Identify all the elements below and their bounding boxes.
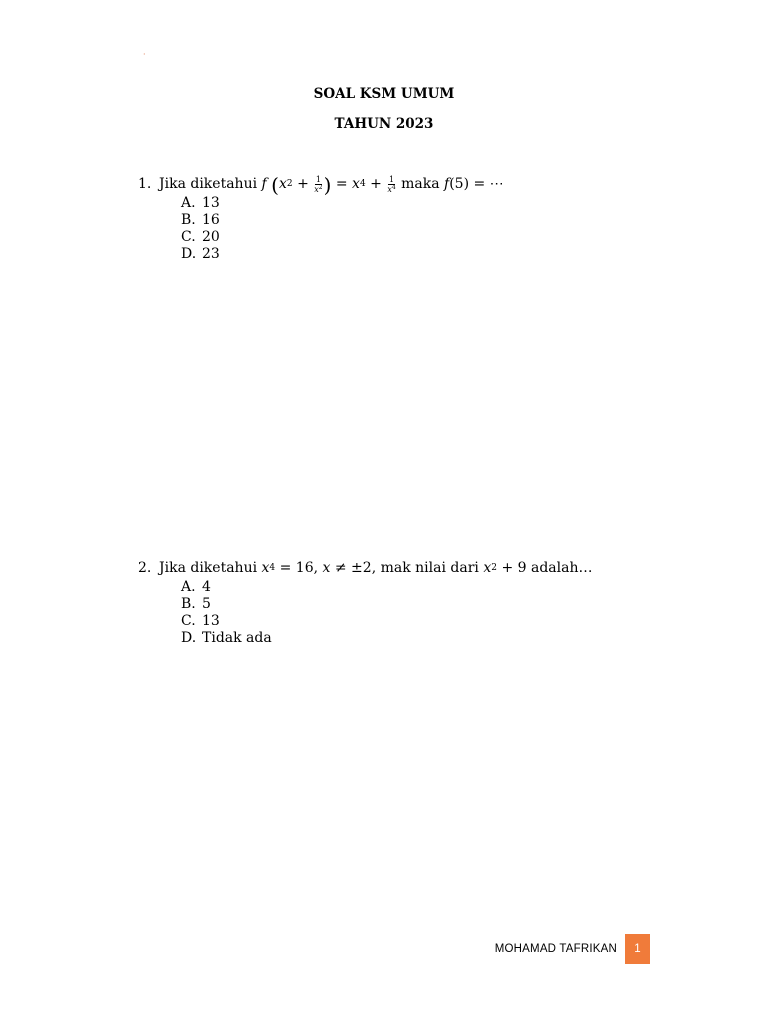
math-variable: x (261, 559, 270, 576)
question-text: Jika diketahui (159, 175, 258, 192)
answer-option (181, 195, 504, 212)
answer-option (181, 212, 504, 229)
fraction-numerator: 1 (315, 174, 321, 184)
question-1 (138, 173, 504, 263)
function-symbol: f (444, 175, 450, 192)
math-variable: x (387, 184, 392, 194)
option-text: Tidak ada (202, 630, 272, 646)
math-variable: x (278, 175, 287, 192)
math-exponent: 2 (318, 183, 323, 191)
option-letter: B. (181, 596, 196, 612)
option-text: 23 (202, 246, 220, 262)
page-footer (495, 934, 650, 964)
math-variable: x (322, 559, 331, 576)
option-text: 13 (202, 613, 220, 629)
option-letter: A. (181, 579, 196, 595)
document-title: SOAL KSM UMUM (313, 86, 455, 102)
answer-options (181, 195, 504, 263)
question-1-stem: 1. Jika diketahui f ( x 2 + $\frac{1}{x^2}$ ) = x 4 + $\frac{1}{x^4}$ maka f (5) = ⋯ (138, 172, 504, 197)
math-exponent: 4 (391, 183, 396, 191)
answer-option (181, 229, 504, 246)
math-expression: + 9 (501, 559, 527, 576)
option-text: 13 (202, 195, 220, 211)
question-text: mak nilai dari (380, 559, 479, 576)
question-number: 2. (138, 559, 152, 576)
close-paren: ) (323, 172, 332, 197)
option-letter: C. (181, 229, 196, 245)
answer-options (181, 579, 592, 647)
function-symbol: f (261, 175, 267, 192)
math-operator: + (370, 175, 382, 192)
answer-option (181, 579, 592, 596)
document-subtitle: TAHUN 2023 (334, 116, 434, 132)
option-text: 16 (202, 212, 220, 228)
option-text: 20 (202, 229, 220, 245)
question-text: maka (401, 175, 440, 192)
option-letter: D. (181, 246, 197, 262)
fraction (314, 175, 322, 194)
fraction-numerator: 1 (388, 174, 395, 184)
answer-option (181, 246, 504, 263)
question-number: 1. (138, 175, 152, 192)
answer-option (181, 613, 592, 630)
fraction-denominator (387, 185, 395, 194)
math-variable: x (483, 559, 492, 576)
math-variable: x (352, 175, 360, 192)
option-letter: D. (181, 630, 197, 646)
math-expression: (5) = ⋯ (449, 175, 504, 192)
option-letter: B. (181, 212, 196, 228)
math-operator: + (297, 175, 309, 192)
fraction-denominator (314, 185, 322, 194)
fraction (387, 175, 395, 194)
answer-option (181, 630, 592, 647)
option-letter: A. (181, 195, 196, 211)
stray-mark: · (143, 50, 146, 59)
option-letter: C. (181, 613, 196, 629)
math-expression: ≠ ±2, (334, 559, 377, 576)
question-text: adalah… (530, 559, 593, 576)
answer-option (181, 596, 592, 613)
page-number-badge: 1 (625, 934, 650, 964)
math-variable: x (314, 184, 319, 194)
option-text: 4 (202, 579, 211, 595)
question-2 (138, 557, 592, 647)
math-operator: = (335, 175, 348, 192)
option-text: 5 (202, 596, 211, 612)
footer-author: MOHAMAD TAFRIKAN (494, 943, 617, 955)
question-text: Jika diketahui (159, 559, 258, 576)
question-2-stem: 2. Jika diketahui x 4 = 16, x ≠ ±2, mak nilai dari x 2 + 9 adalah… (138, 559, 593, 576)
math-expression: = 16, (279, 559, 319, 576)
open-paren: ( (271, 172, 279, 197)
